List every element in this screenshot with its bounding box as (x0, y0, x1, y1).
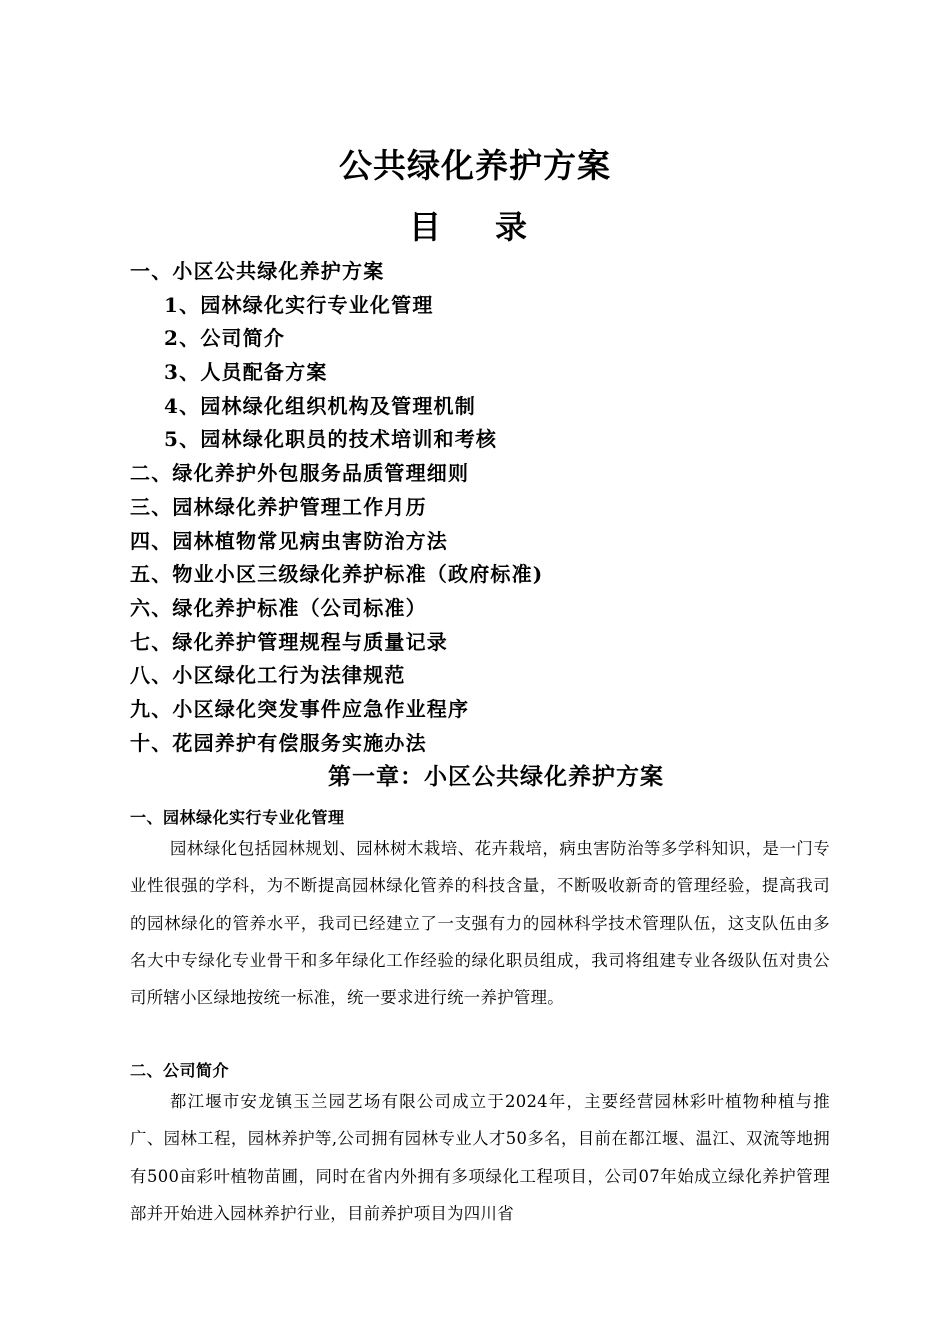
toc-item: 一、小区公共绿化养护方案 (130, 259, 385, 283)
toc-item: 四、园林植物常见病虫害防治方法 (130, 528, 448, 553)
toc-item: 六、绿化养护标准（公司标准） (130, 595, 427, 620)
toc-item: 4、园林绿化组织机构及管理机制 (164, 393, 476, 418)
toc-item: 十、花园养护有偿服务实施办法 (130, 730, 427, 755)
document-title: 公共绿化养护方案 (339, 146, 611, 185)
chapter-title: 第一章：小区公共绿化养护方案 (328, 763, 664, 790)
section-heading-1: 一、园林绿化实行专业化管理 (130, 808, 345, 827)
toc-item: 五、物业小区三级绿化养护标准（政府标准) (130, 562, 544, 587)
toc-item: 二、绿化养护外包服务品质管理细则 (130, 461, 470, 486)
toc-item: 三、园林绿化养护管理工作月历 (130, 494, 427, 519)
toc-item: 2、公司简介 (164, 326, 286, 351)
section-body-2: 都江堰市安龙镇玉兰园艺场有限公司成立于2024年，主要经营园林彩叶植物种植与推广、园林工程，园林养护等,公司拥有园林专业人才50多名，目前在都江堰、温江、双流等地拥有500亩彩叶植物苗圃，同时在省内外拥有多项绿化工程项目，公司07年始成立绿化养护管理部并开始进入园林养护行业，目前养护项目为四川省 (130, 1092, 830, 1223)
toc-item: 5、园林绿化职员的技术培训和考核 (164, 427, 498, 452)
section-heading-2: 二、公司简介 (130, 1061, 230, 1080)
toc-item: 九、小区绿化突发事件应急作业程序 (130, 696, 470, 721)
toc-item: 七、绿化养护管理规程与质量记录 (130, 629, 448, 654)
table-of-contents (130, 256, 850, 761)
section-body-1: 园林绿化包括园林规划、园林树木栽培、花卉栽培，病虫害防治等多学科知识，是一门专业性很强的学科，为不断提高园林绿化管养的科技含量，不断吸收新奇的管理经验，提高我司的园林绿化的管养水平，我司已经建立了一支强有力的园林科学技术管理队伍，这支队伍由多名大中专绿化专业骨干和多年绿化工作经验的绿化职员组成，我司将组建专业各级队伍对贵公司所辖小区绿地按统一标准，统一要求进行统一养护管理。 (130, 839, 830, 1008)
toc-item: 1、园林绿化实行专业化管理 (164, 292, 434, 317)
toc-item: 八、小区绿化工行为法律规范 (130, 663, 406, 688)
toc-heading: 目录 (408, 208, 581, 246)
toc-item: 3、人员配备方案 (164, 360, 328, 385)
